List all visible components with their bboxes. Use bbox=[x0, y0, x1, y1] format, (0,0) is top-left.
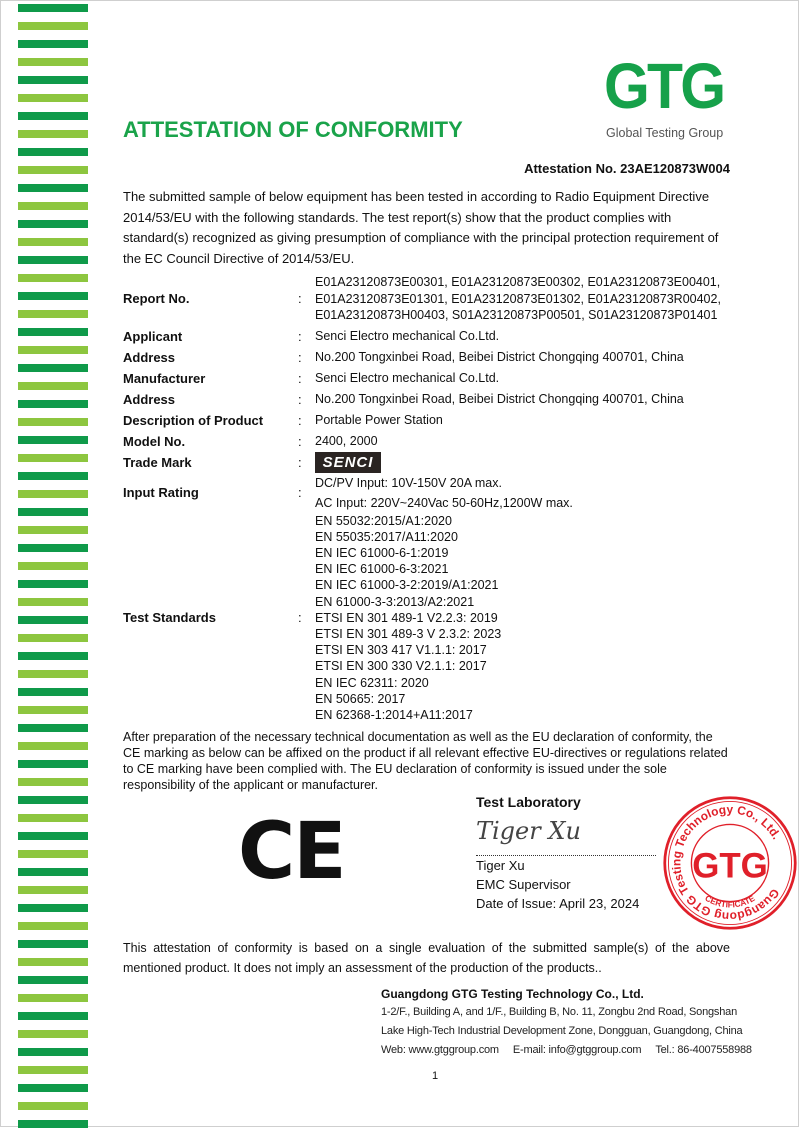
stripe bbox=[18, 940, 88, 948]
standard-item: EN 62368-1:2014+A11:2017 bbox=[315, 708, 473, 723]
stripe bbox=[18, 346, 88, 354]
description-value: Portable Power Station bbox=[315, 412, 443, 427]
stripe bbox=[18, 706, 88, 714]
stripe bbox=[18, 22, 88, 30]
footer-email: E-mail: info@gtggroup.com bbox=[512, 1044, 642, 1057]
stripe bbox=[18, 886, 88, 894]
stripe bbox=[18, 508, 88, 516]
report-no-label: Report No. bbox=[123, 291, 190, 307]
stamp-bottom-text: CERTIFICATE bbox=[703, 893, 757, 910]
standard-item: EN IEC 62311: 2020 bbox=[315, 675, 429, 690]
logo-subtitle: Global Testing Group bbox=[606, 126, 724, 140]
stripe bbox=[18, 454, 88, 462]
stripe bbox=[18, 922, 88, 930]
stripe bbox=[18, 364, 88, 372]
test-standards-list bbox=[315, 513, 730, 724]
stripe bbox=[18, 526, 88, 534]
attestation-number: Attestation No. 23AE120873W004 bbox=[524, 161, 730, 176]
stripe bbox=[18, 1066, 88, 1074]
standard-item: EN 55035:2017/A11:2020 bbox=[315, 529, 458, 544]
document-body bbox=[123, 161, 784, 1083]
manufacturer-address-value: No.200 Tongxinbei Road, Beibei District Chongqing 400701, China bbox=[315, 391, 684, 406]
description-row bbox=[123, 410, 730, 431]
colon: : bbox=[298, 328, 302, 344]
stripe bbox=[18, 958, 88, 966]
stripe bbox=[18, 490, 88, 498]
test-standards-label: Test Standards bbox=[123, 610, 216, 626]
colon: : bbox=[298, 370, 302, 386]
colon: : bbox=[298, 412, 302, 428]
stripe bbox=[18, 472, 88, 480]
stamp-ring-text: Guangdong GTG Testing Technology Co., Ltd. bbox=[669, 802, 784, 924]
stripe bbox=[18, 130, 88, 138]
stripe bbox=[18, 382, 88, 390]
stripe bbox=[18, 418, 88, 426]
input-rating-row bbox=[123, 473, 730, 513]
stripe bbox=[18, 652, 88, 660]
input-rating-values bbox=[315, 473, 730, 513]
footer-tel: Tel.: 86-4007558988 bbox=[655, 1044, 752, 1057]
standard-item: EN IEC 61000-3-2:2019/A1:2021 bbox=[315, 578, 499, 593]
stripe bbox=[18, 634, 88, 642]
stripe bbox=[18, 328, 88, 336]
stripe bbox=[18, 238, 88, 246]
applicant-row bbox=[123, 326, 730, 347]
standard-item: EN IEC 61000-6-3:2021 bbox=[315, 562, 449, 577]
stripe bbox=[18, 274, 88, 282]
model-row bbox=[123, 431, 730, 452]
model-label: Model No. bbox=[123, 433, 186, 449]
stripe bbox=[18, 814, 88, 822]
stripe bbox=[18, 220, 88, 228]
stripe bbox=[18, 40, 88, 48]
applicant-label: Applicant bbox=[123, 328, 183, 344]
stripe bbox=[18, 544, 88, 552]
stripe bbox=[18, 724, 88, 732]
stripe bbox=[18, 562, 88, 570]
input-rating-label: Input Rating bbox=[123, 485, 199, 501]
stripe bbox=[18, 112, 88, 120]
standard-item: ETSI EN 301 489-1 V2.2.3: 2019 bbox=[315, 610, 498, 625]
footer-contacts bbox=[381, 1041, 752, 1060]
stripe bbox=[18, 688, 88, 696]
manufacturer-address-row bbox=[123, 389, 730, 410]
stripe bbox=[18, 904, 88, 912]
final-line-1: This attestation of conformity is based on a single evaluation of the submitted sample(s) of the above bbox=[123, 941, 730, 956]
footer-company: Guangdong GTG Testing Technology Co., Ltd. bbox=[381, 987, 644, 1002]
stripe bbox=[18, 1048, 88, 1056]
stripe bbox=[18, 850, 88, 858]
senci-trademark-logo: SENCI bbox=[315, 452, 381, 473]
signature: Tiger Xu bbox=[476, 811, 656, 856]
model-value: 2400, 2000 bbox=[315, 433, 378, 448]
applicant-value: Senci Electro mechanical Co.Ltd. bbox=[315, 328, 500, 343]
stripe bbox=[18, 796, 88, 804]
colon: : bbox=[298, 433, 302, 449]
stripe bbox=[18, 868, 88, 876]
page-number: 1 bbox=[432, 1070, 439, 1083]
stripe bbox=[18, 1084, 88, 1092]
stripe bbox=[18, 832, 88, 840]
stripe bbox=[18, 1012, 88, 1020]
ce-marking-paragraph: After preparation of the necessary technical documentation as well as the EU declaration of conformity, the CE marking as below can be affixed on the product if all relevant effective EU-directives or regulations related to CE marking have been complied with. The EU declaration of conformity is issued under the sole responsibility of the applicant or manufacturer. bbox=[123, 730, 728, 793]
input-rating-dc: DC/PV Input: 10V-150V 20A max. bbox=[315, 475, 502, 490]
stripe bbox=[18, 616, 88, 624]
stripe bbox=[18, 994, 88, 1002]
lab-section bbox=[123, 793, 784, 924]
stripe bbox=[18, 202, 88, 210]
standard-item: ETSI EN 301 489-3 V 2.3.2: 2023 bbox=[315, 627, 502, 642]
decorative-stripes bbox=[18, 0, 88, 1127]
report-no-value: E01A23120873E00301, E01A23120873E00302, E01A23120873E00401, E01A23120873E01301, E01A23120873E01302, E01A23120873R00402, E01A23120873H00403, S01A23120873P00501, S01A23120873P01401 bbox=[315, 275, 721, 323]
stripe bbox=[18, 400, 88, 408]
stripe bbox=[18, 310, 88, 318]
test-laboratory-block bbox=[476, 793, 662, 913]
colon: : bbox=[298, 391, 302, 407]
footer-address-1: 1-2/F., Building A, and 1/F., Building B, No. 11, Zongbu 2nd Road, Songshan bbox=[381, 1006, 737, 1019]
signer-name: Tiger Xu bbox=[476, 858, 525, 874]
address-row bbox=[123, 347, 730, 368]
standard-item: EN IEC 61000-6-1:2019 bbox=[315, 546, 449, 560]
colon: : bbox=[298, 610, 302, 626]
stripe bbox=[18, 4, 88, 12]
test-standards-row bbox=[123, 513, 730, 724]
footer bbox=[381, 985, 752, 1060]
stripe bbox=[18, 292, 88, 300]
test-laboratory-heading: Test Laboratory bbox=[476, 794, 581, 811]
stripe bbox=[18, 742, 88, 750]
footer-address-2: Lake High-Tech Industrial Development Zone, Dongguan, Guangdong, China bbox=[381, 1025, 743, 1038]
logo-mark: GTG bbox=[604, 50, 724, 122]
stamp-center-text: GTG bbox=[692, 846, 768, 886]
colon: : bbox=[298, 485, 302, 501]
standard-item: ETSI EN 300 330 V2.1.1: 2017 bbox=[315, 659, 487, 674]
standard-item: EN 55032:2015/A1:2020 bbox=[315, 513, 452, 528]
standard-item: EN 61000-3-3:2013/A2:2021 bbox=[315, 594, 475, 609]
page-title: ATTESTATION OF CONFORMITY bbox=[123, 117, 463, 142]
stripe bbox=[18, 1030, 88, 1038]
signer-role: EMC Supervisor bbox=[476, 877, 571, 893]
manufacturer-address-label: Address bbox=[123, 391, 176, 407]
stripe bbox=[18, 256, 88, 264]
stripe bbox=[18, 184, 88, 192]
manufacturer-row bbox=[123, 368, 730, 389]
address-label: Address bbox=[123, 349, 176, 365]
stripe bbox=[18, 670, 88, 678]
manufacturer-value: Senci Electro mechanical Co.Ltd. bbox=[315, 370, 500, 385]
gtg-logo bbox=[600, 50, 735, 145]
stripe bbox=[18, 976, 88, 984]
stripe bbox=[18, 148, 88, 156]
trade-mark-row bbox=[123, 452, 730, 473]
intro-paragraph: The submitted sample of below equipment has been tested in according to Radio Equipment Directive 2014/53/EU with the following standards. The test report(s) show that the product complies with standard(s) recognized as giving presumption of compliance with the principal protection requirement of the EC Council Directive of 2014/53/EU. bbox=[123, 189, 719, 266]
address-value: No.200 Tongxinbei Road, Beibei District Chongqing 400701, China bbox=[315, 349, 684, 364]
date-of-issue: Date of Issue: April 23, 2024 bbox=[476, 896, 640, 912]
colon: : bbox=[298, 291, 302, 307]
manufacturer-label: Manufacturer bbox=[123, 370, 206, 386]
final-paragraph bbox=[123, 938, 730, 978]
footer-web: Web: www.gtggroup.com bbox=[381, 1044, 499, 1057]
stripe bbox=[18, 94, 88, 102]
stripe bbox=[18, 1102, 88, 1110]
stripe bbox=[18, 760, 88, 768]
company-seal-stamp bbox=[662, 795, 798, 931]
ce-mark: CE bbox=[238, 807, 345, 898]
stripe bbox=[18, 778, 88, 786]
description-label: Description of Product bbox=[123, 412, 264, 428]
stripe bbox=[18, 166, 88, 174]
colon: : bbox=[298, 349, 302, 365]
fields-table bbox=[123, 274, 730, 723]
stripe bbox=[18, 58, 88, 66]
final-line-2: mentioned product. It does not imply an assessment of the production of the products.. bbox=[123, 961, 602, 976]
stripe bbox=[18, 598, 88, 606]
input-rating-ac: AC Input: 220V~240Vac 50-60Hz,1200W max. bbox=[315, 495, 573, 510]
stripe bbox=[18, 76, 88, 84]
colon: : bbox=[298, 454, 302, 470]
standard-item: EN 50665: 2017 bbox=[315, 691, 406, 706]
trade-mark-label: Trade Mark bbox=[123, 454, 192, 470]
standard-item: ETSI EN 303 417 V1.1.1: 2017 bbox=[315, 643, 487, 658]
report-no-row bbox=[123, 274, 730, 323]
stripe bbox=[18, 436, 88, 444]
stripe bbox=[18, 580, 88, 588]
